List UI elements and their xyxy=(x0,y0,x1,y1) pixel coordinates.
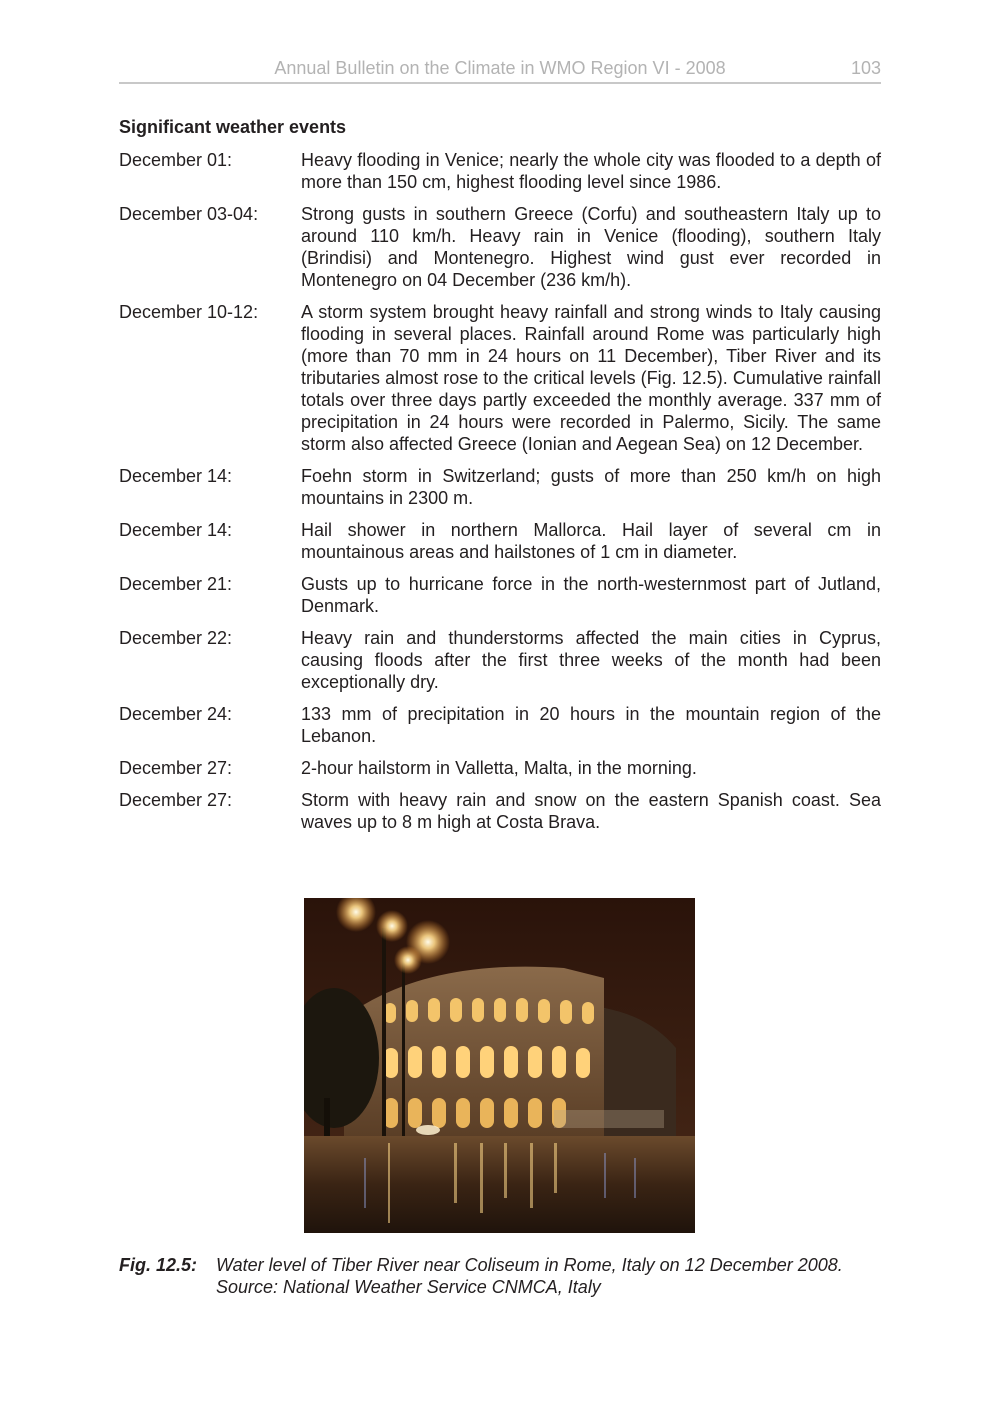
event-date: December 14: xyxy=(119,520,233,540)
event-text: Storm with heavy rain and snow on the eastern Spanish coast. Sea waves up to 8 m high at Costa Brava. xyxy=(301,790,881,832)
figure-caption xyxy=(119,1254,881,1298)
event-text: 2-hour hailstorm in Valletta, Malta, in the morning. xyxy=(301,758,697,778)
event-item xyxy=(119,519,881,563)
event-item xyxy=(119,703,881,747)
event-text: Gusts up to hurricane force in the north-westernmost part of Jutland, Denmark. xyxy=(301,574,881,616)
event-text: Hail shower in northern Mallorca. Hail layer of several cm in mountainous areas and hailstones of 1 cm in diameter. xyxy=(301,520,881,562)
event-text: Foehn storm in Switzerland; gusts of more than 250 km/h on high mountains in 2300 m. xyxy=(301,466,881,508)
event-item xyxy=(119,757,881,779)
event-item xyxy=(119,203,881,291)
section-title: Significant weather events xyxy=(119,117,347,137)
event-text: Heavy rain and thunderstorms affected the main cities in Cyprus, causing floods after the first three weeks of the month had been exceptionally dry. xyxy=(301,628,881,692)
event-text: A storm system brought heavy rainfall and strong winds to Italy causing flooding in several places. Rainfall around Rome was particularly high (more than 70 mm in 24 hours on 11 December), Tiber River and its tributaries almost rose to the critical levels (Fig. 12.5). Cumulative rainfall totals over three days partly exceeded the monthly average. 337 mm of precipitation in 24 hours were recorded in Palermo, Sicily. The same storm also affected Greece (Ionian and Aegean Sea) on 12 December. xyxy=(301,302,881,454)
event-date: December 21: xyxy=(119,574,233,594)
event-text: Heavy flooding in Venice; nearly the whole city was flooded to a depth of more than 150 cm, highest flooding level since 1986. xyxy=(301,150,881,192)
caption-line-2: Source: National Weather Service CNMCA, Italy xyxy=(216,1277,601,1297)
event-item xyxy=(119,149,881,193)
event-date: December 27: xyxy=(119,758,233,778)
coliseum-flood-photo xyxy=(304,898,695,1233)
event-date: December 01: xyxy=(119,150,233,170)
caption-line-1: Water level of Tiber River near Coliseum in Rome, Italy on 12 December 2008. xyxy=(216,1255,843,1275)
event-item xyxy=(119,573,881,617)
event-text: Strong gusts in southern Greece (Corfu) and southeastern Italy up to around 110 km/h. Heavy rain in Venice (flooding), southern Italy (Brindisi) and Montenegro. Highest wind gust ever recorded in Montenegro on 04 December (236 km/h). xyxy=(301,204,881,290)
figure-label: Fig. 12.5: xyxy=(119,1255,198,1275)
page-number: 103 xyxy=(850,58,881,78)
event-item xyxy=(119,301,881,455)
event-date: December 14: xyxy=(119,466,233,486)
photo-illustration xyxy=(304,898,695,1233)
event-date: December 10-12: xyxy=(119,302,259,322)
event-date: December 24: xyxy=(119,704,233,724)
event-item xyxy=(119,465,881,509)
event-date: December 03-04: xyxy=(119,204,259,224)
event-text: 133 mm of precipitation in 20 hours in the mountain region of the Lebanon. xyxy=(301,704,881,746)
running-header xyxy=(119,58,881,84)
event-date: December 22: xyxy=(119,628,233,648)
events-list xyxy=(119,149,881,843)
header-title: Annual Bulletin on the Climate in WMO Region VI - 2008 xyxy=(274,58,726,78)
event-item xyxy=(119,627,881,693)
event-item xyxy=(119,789,881,833)
event-date: December 27: xyxy=(119,790,233,810)
figure-caption-text xyxy=(216,1254,881,1298)
